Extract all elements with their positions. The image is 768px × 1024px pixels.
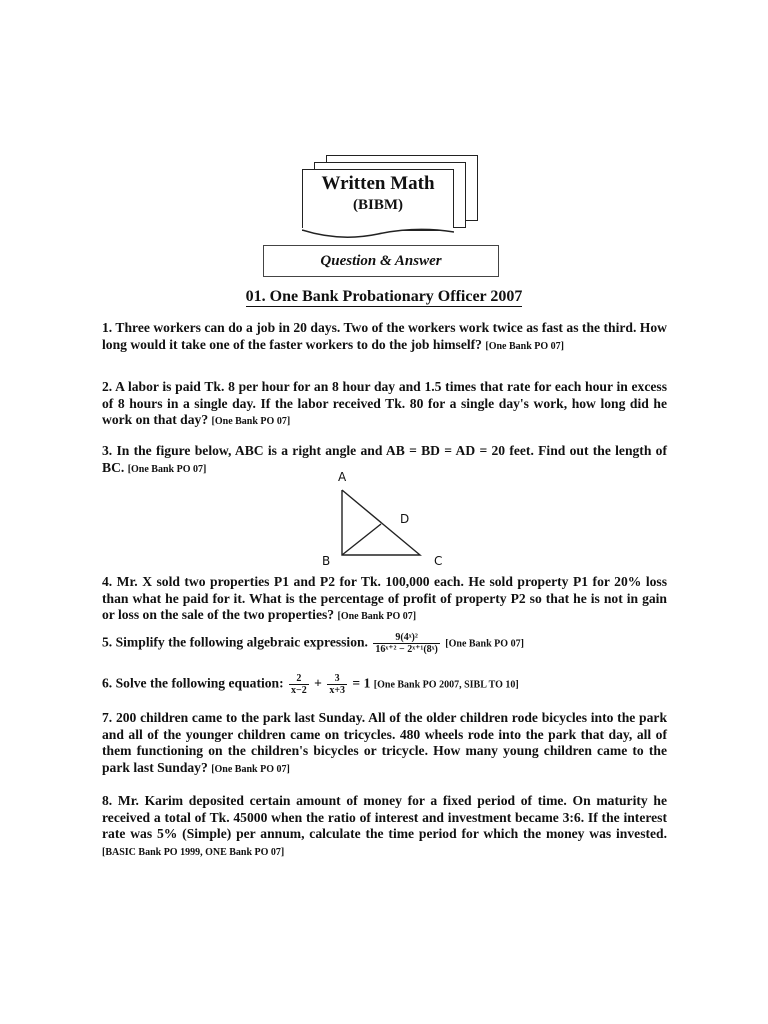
figure-label-d: D	[400, 512, 410, 526]
card-title: Written Math	[321, 173, 435, 194]
card-front	[302, 169, 454, 231]
figure-label-c: C	[434, 554, 443, 568]
question-1: 1. Three workers can do a job in 20 days. Two of the workers work twice as fast as the third. How long would it take one of the faster workers to do the job himself? [One Bank PO 07]	[102, 320, 667, 352]
question-7: 7. 200 children came to the park last Sunday. All of the older children rode bicycles into the park and all of the younger children came on tricycles. 480 wheels rode into the park that day, all of them functioning on the children's bicycles or tricycle. How many young children came to the park last Sunday? [One Bank PO 07]	[102, 710, 667, 775]
figure-label-b: B	[322, 554, 331, 568]
question-reference: [One Bank PO 07]	[211, 763, 290, 775]
question-8: 8. Mr. Karim deposited certain amount of money for a fixed period of time. On maturity he received a total of Tk. 45000 when the ratio of interest and investment became 3:6. If the interest rate was 5% (Simple) per annum, calculate the time period for which the money was invested. [BASIC Bank PO 1999, ONE Bank PO 07]	[102, 793, 667, 858]
question-reference: [BASIC Bank PO 1999, ONE Bank PO 07]	[102, 846, 285, 858]
algebraic-expression: $\frac{\text{9(4ˣ)²}}{\text{16ˣ⁺² − 2ˣ⁺¹(8ˣ)}}$	[375, 632, 438, 655]
card-wave-edge	[302, 228, 454, 242]
question-3: 3. In the figure below, ABC is a right angle and AB = BD = AD = 20 feet. Find out the length of BC. [One Bank PO 07]	[102, 443, 667, 475]
figure-label-a: A	[338, 470, 347, 484]
question-2: 2. A labor is paid Tk. 8 per hour for an 8 hour day and 1.5 times that rate for each hour in excess of 8 hours in a single day. If the labor received Tk. 80 for a single day's work, how long did he work on that day? [One Bank PO 07]	[102, 379, 667, 427]
question-reference: [One Bank PO 07]	[211, 416, 291, 427]
section-title: 01. One Bank Probationary Officer 2007	[245, 288, 523, 305]
triangle-figure	[320, 468, 450, 568]
question-reference: [One Bank PO 07]	[445, 638, 524, 650]
title-card	[302, 155, 480, 235]
question-reference: [One Bank PO 07]	[485, 340, 565, 352]
question-reference: [One Bank PO 07]	[127, 463, 207, 475]
question-4: 4. Mr. X sold two properties P1 and P2 for Tk. 100,000 each. He sold property P1 for 20% loss than what he paid for it. What is the percentage of profit of property P2 so that he is not in gain or loss on the sale of the two properties? [One Bank PO 07]	[102, 574, 667, 622]
fraction-2: $\frac{3}{x+3}$	[329, 673, 346, 696]
card-subtitle: (BIBM)	[353, 197, 403, 213]
question-reference: [One Bank PO 07]	[337, 611, 417, 622]
fraction-1: $\frac{2}{x-2}$	[291, 673, 307, 696]
question-reference: [One Bank PO 2007, SIBL TO 10]	[373, 679, 519, 691]
question-6: 6. Solve the following equation: $\frac{2}{x-2}$ + $\frac{3}{x+3}$ = 1 [One Bank PO 2007, SIBL TO 10]	[102, 673, 519, 696]
question-5: 5. Simplify the following algebraic expression. $\frac{\text{9(4ˣ)²}}{\text{16ˣ⁺² − 2ˣ⁺¹(8ˣ)}}$ [One Bank PO 07]	[102, 632, 524, 655]
qa-label-box: Question & Answer	[263, 245, 499, 277]
